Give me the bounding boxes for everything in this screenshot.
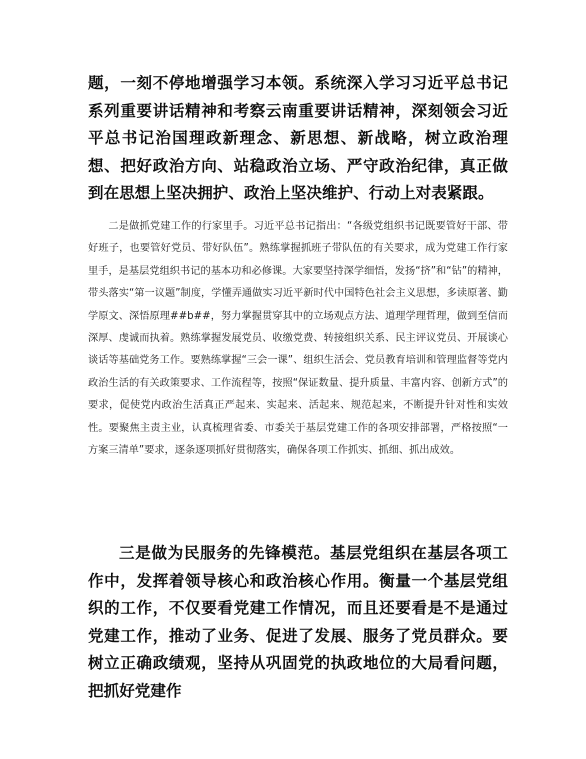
paragraph-party-building-expert: 二是做抓党建工作的行家里手。习近平总书记指出：“各级党组织书记既要管好干部、带好班子，也要管好党员、带好队伍”。熟练掌握抓班子带队伍的有关要求，成为党建工作行家里手，是基层党组织书记的基本功和必修课。大家要坚持深学细悟，发扬“挤”和“钻”的精神，带头落实“第一议题”制度，学懂弄通做实习近平新时代中国特色社会主义思想，多读原著、勤学原文、深悟原理##b##，努力掌握贯穿其中的立场观点方法、道理学理哲理，做到至信而深厚、虔诚而执着。熟练掌握发展党员、收缴党费、转接组织关系、民主评议党员、开展谈心谈话等基础党务工作。要熟练掌握“三会一课”、组织生活会、党员教育培训和管理监督等党内政治生活的有关政策要求、工作流程等，按照“保证数量、提升质量、丰富内容、创新方式”的要求，促使党内政治生活真正严起来、实起来、活起来、规范起来，不断提升针对性和实效性。要聚焦主责主业，认真梳理省委、市委关于基层党建工作的各项安排部署，严格按照“一方案三清单”要求，逐条逐项抓好贯彻落实，确保各项工作抓实、抓细、抓出成效。 (88, 221, 508, 457)
paragraph-serve-the-people: 三是做为民服务的先锋模范。基层党组织在基层各项工作中，发挥着领导核心和政治核心作用。衡量一个基层党组织的工作，不仅要看党建工作情况，而且还要看是不是通过党建工作，推动了业务、促进了发展、服务了党员群众。要树立正确政绩观，坚持从巩固党的执政地位的大局看问题，把抓好党建作 (88, 544, 508, 700)
paragraph-study-requirement: 题，一刻不停地增强学习本领。系统深入学习习近平总书记系列重要讲话精神和考察云南重要讲话精神，深刻领会习近平总书记治国理政新理念、新思想、新战略，树立政治理想、把好政治方向、站稳政治立场、严守政治纪律，真正做到在思想上坚决拥护、政治上坚决维护、行动上对表紧跟。 (88, 74, 508, 202)
